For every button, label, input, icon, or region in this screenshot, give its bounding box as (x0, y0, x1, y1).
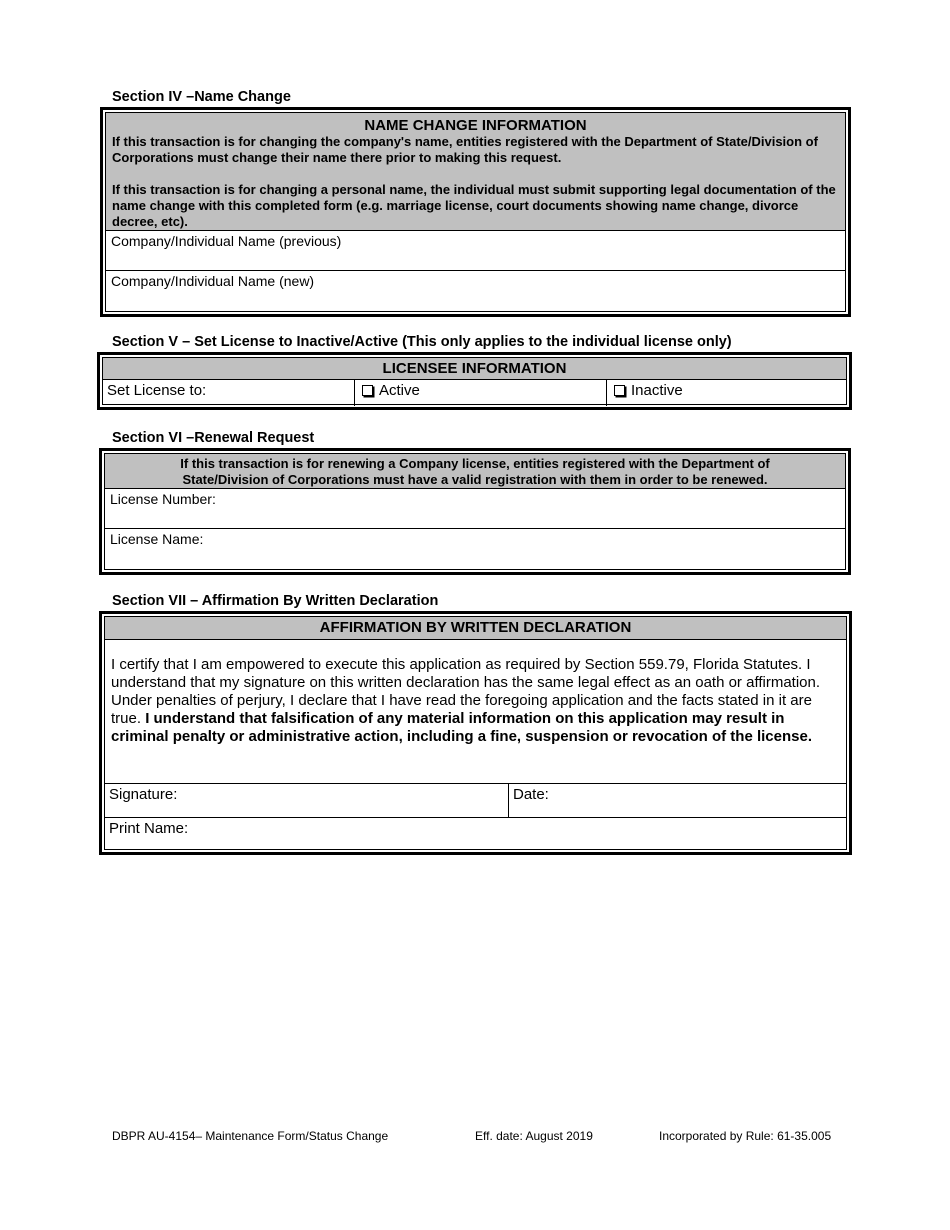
active-option[interactable] (355, 380, 607, 406)
print-name-label: Print Name: (109, 820, 189, 837)
new-name-field[interactable] (106, 271, 845, 311)
affirmation-warning: I understand that falsification of any material information on this application may result in criminal penalty or administrative action, including a fine, suspension or revocation of the license. (111, 710, 812, 745)
renewal-table (99, 448, 851, 575)
print-name-field[interactable] (105, 818, 846, 852)
license-number-label: License Number: (110, 491, 216, 507)
checkbox-icon[interactable] (362, 385, 373, 396)
signature-label: Signature: (109, 786, 178, 803)
previous-name-field[interactable] (106, 231, 845, 271)
inactive-label: Inactive (631, 382, 683, 399)
affirmation-header: AFFIRMATION BY WRITTEN DECLARATION (105, 617, 846, 640)
renewal-note: If this transaction is for renewing a Company license, entities registered with the Department of State/Division of Corporations must have a valid registration with them in order to be renewed. (105, 454, 845, 489)
checkbox-icon[interactable] (614, 385, 625, 396)
name-change-note-personal: If this transaction is for changing a personal name, the individual must submit supporting legal documentation of the name change with this completed form (e.g. marriage license, court documents showing name change, divorce decree, etc). (112, 182, 836, 229)
signature-field[interactable] (105, 784, 509, 817)
footer-rule: Incorporated by Rule: 61-35.005 (659, 1129, 832, 1143)
licensee-table (97, 352, 852, 410)
name-change-note-company: If this transaction is for changing the company's name, entities registered with the Department of State/Division of Corporations must change their name there prior to making this request. (112, 134, 818, 165)
active-label: Active (379, 382, 420, 399)
name-change-table (100, 107, 851, 317)
affirmation-statement: I certify that I am empowered to execute this application as required by Section 559.79, Florida Statutes. I understand that my signature on this written declaration has the same legal effect as an oath or affirmation. Under penalties of perjury, I declare that I have read the foregoing application and the facts stated in it are true. (111, 656, 821, 727)
section-iv-title: Section IV –Name Change (112, 89, 291, 105)
name-change-header-block (106, 113, 845, 231)
section-v-title: Section V – Set License to Inactive/Active (This only applies to the individual license only) (112, 334, 732, 350)
set-license-row (103, 380, 846, 406)
footer-form-id: DBPR AU-4154– Maintenance Form/Status Change (112, 1129, 389, 1143)
new-name-label: Company/Individual Name (new) (111, 273, 315, 289)
affirmation-table (99, 611, 852, 855)
inactive-option[interactable] (607, 380, 846, 406)
date-label: Date: (513, 786, 549, 803)
section-vii-title: Section VII – Affirmation By Written Declaration (112, 593, 439, 609)
date-field[interactable] (509, 784, 846, 817)
name-change-header: NAME CHANGE INFORMATION (364, 117, 587, 134)
signature-row (105, 784, 846, 818)
footer-eff-date: Eff. date: August 2019 (475, 1129, 593, 1143)
previous-name-label: Company/Individual Name (previous) (111, 233, 342, 249)
set-license-label: Set License to: (103, 380, 355, 406)
license-number-field[interactable] (105, 489, 845, 529)
license-name-label: License Name: (110, 531, 204, 547)
section-vi-title: Section VI –Renewal Request (112, 430, 315, 446)
license-name-field[interactable] (105, 529, 845, 569)
affirmation-text (105, 640, 846, 784)
licensee-header: LICENSEE INFORMATION (103, 358, 846, 380)
